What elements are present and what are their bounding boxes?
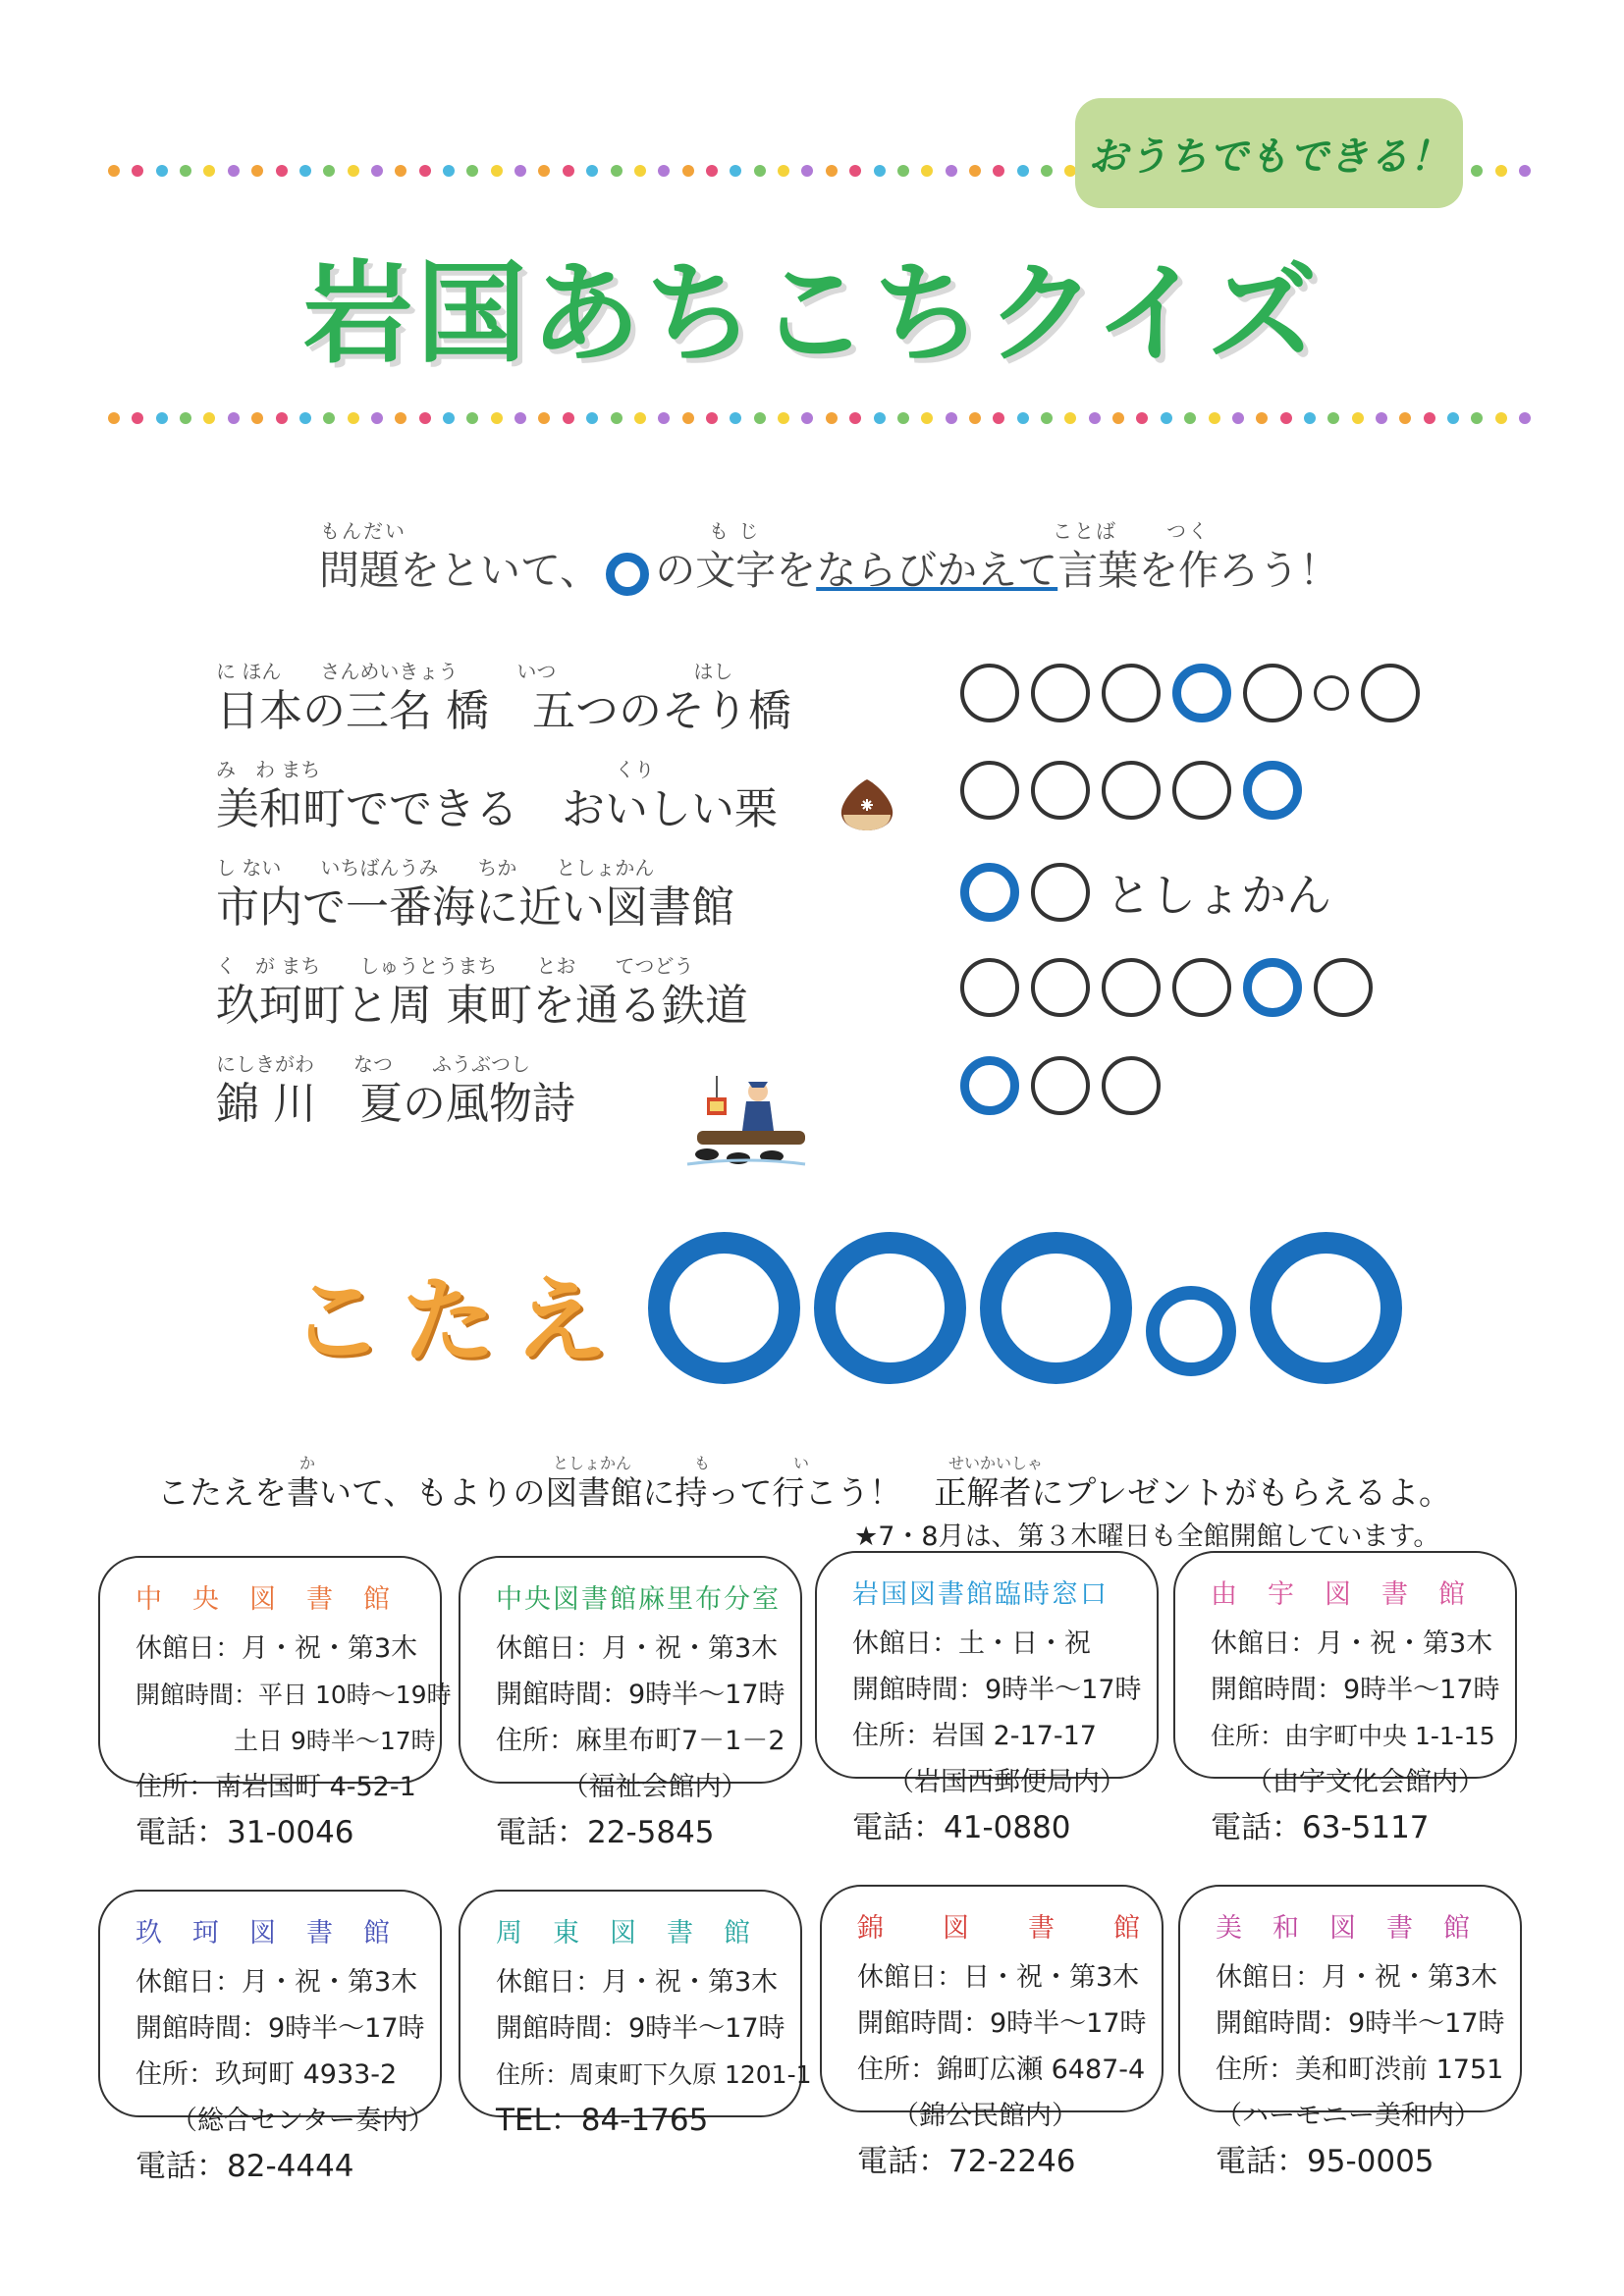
decor-dot bbox=[921, 165, 933, 177]
instruction-part1: 問題をといて、 bbox=[319, 547, 601, 594]
decor-dot bbox=[395, 412, 406, 424]
answer-circle bbox=[1172, 958, 1231, 1017]
decor-dot bbox=[1495, 165, 1507, 177]
library-card bbox=[459, 1556, 802, 1850]
cormorant-fishing-icon bbox=[677, 1062, 815, 1170]
answer-big-circle bbox=[814, 1232, 966, 1384]
decor-dot bbox=[658, 165, 670, 177]
library-hours-weekend: 土日 9時半～17時 bbox=[135, 1727, 436, 1755]
decor-dot bbox=[1471, 165, 1483, 177]
bottom-dot-border bbox=[108, 412, 1532, 428]
answer-row-3 bbox=[960, 860, 1331, 925]
decor-dot bbox=[180, 165, 191, 177]
decor-dot bbox=[921, 412, 933, 424]
library-name: 中 央 図 書 館 bbox=[135, 1584, 392, 1615]
decor-dot bbox=[1447, 412, 1459, 424]
library-hours: 開館時間：平日 10時～19時 bbox=[135, 1681, 452, 1709]
library-closed-days: 休館日：日・祝・第3木 bbox=[857, 1962, 1140, 1993]
decor-dot bbox=[706, 412, 718, 424]
instruction-part2: の文字を bbox=[655, 547, 817, 594]
decor-dot bbox=[466, 165, 478, 177]
decor-dot bbox=[849, 165, 861, 177]
library-card bbox=[459, 1890, 812, 2138]
decor-dot bbox=[1256, 412, 1268, 424]
answer-circle bbox=[1031, 761, 1090, 820]
decor-dot bbox=[1041, 412, 1053, 424]
decor-dot bbox=[1161, 412, 1172, 424]
answer-circle bbox=[1314, 958, 1373, 1017]
question-text: 市内で一番海に近い図書館 bbox=[216, 882, 734, 933]
decor-dot bbox=[276, 412, 288, 424]
library-address-note: （岩国西郵便局内） bbox=[888, 1767, 1126, 1797]
ruby-mondai: もんだい bbox=[320, 519, 406, 543]
decor-dot bbox=[1495, 412, 1507, 424]
answer-circle bbox=[1031, 863, 1090, 922]
answer-row-5 bbox=[960, 1056, 1161, 1115]
decor-dot bbox=[1017, 412, 1029, 424]
answer-circle bbox=[960, 958, 1019, 1017]
decor-dot bbox=[419, 412, 431, 424]
decor-dot bbox=[466, 412, 478, 424]
library-card bbox=[815, 1551, 1159, 1845]
decor-dot bbox=[1519, 412, 1531, 424]
answer-row-4 bbox=[960, 958, 1373, 1017]
decor-dot bbox=[491, 412, 503, 424]
answer-circle-key bbox=[1172, 664, 1231, 722]
answer-circle bbox=[1031, 958, 1090, 1017]
library-name: 錦 図 書 館 bbox=[857, 1913, 1142, 1944]
decor-dot bbox=[706, 165, 718, 177]
decor-dot bbox=[993, 412, 1004, 424]
decor-dot bbox=[299, 165, 311, 177]
library-address: 住所：南岩国町 4-52-1 bbox=[135, 1772, 416, 1802]
decor-dot bbox=[586, 165, 598, 177]
library-hours: 開館時間：9時半～17時 bbox=[496, 1680, 785, 1710]
decor-dot bbox=[538, 165, 550, 177]
library-address: 住所：周東町下久原 1201-1 bbox=[496, 2060, 812, 2089]
decor-dot bbox=[276, 165, 288, 177]
library-closed-days: 休館日：月・祝・第3木 bbox=[135, 1967, 418, 1998]
instruction-part3: ならびかえて bbox=[816, 547, 1058, 594]
decor-dot bbox=[348, 165, 359, 177]
ruby-tsuku: つく bbox=[1166, 519, 1210, 543]
decor-dot bbox=[993, 165, 1004, 177]
decor-dot bbox=[897, 165, 909, 177]
chestnut-icon bbox=[838, 775, 896, 832]
answer-circle-small bbox=[1314, 675, 1349, 711]
decor-dot bbox=[419, 165, 431, 177]
library-phone: TEL：84-1765 bbox=[496, 2103, 709, 2138]
library-address: 住所：麻里布町7－1－2 bbox=[496, 1726, 785, 1756]
answer-circle-key bbox=[1243, 958, 1302, 1017]
answer-big-circle bbox=[1250, 1232, 1402, 1384]
decor-dot bbox=[946, 165, 957, 177]
decor-dot bbox=[874, 412, 886, 424]
decor-dot bbox=[1041, 165, 1053, 177]
decor-dot bbox=[156, 165, 168, 177]
decor-dot bbox=[611, 412, 623, 424]
decor-dot bbox=[1184, 412, 1196, 424]
decor-dot bbox=[754, 412, 766, 424]
answer-circle bbox=[1102, 1056, 1161, 1115]
library-name: 由 宇 図 書 館 bbox=[1211, 1579, 1467, 1610]
decor-dot bbox=[251, 165, 263, 177]
library-card bbox=[1173, 1551, 1517, 1845]
library-address-note: （福祉会館内） bbox=[496, 1772, 748, 1802]
question-text: 日本の三名 橋 五つのそり橋 bbox=[216, 686, 791, 736]
decor-dot bbox=[180, 412, 191, 424]
decor-dot bbox=[1136, 412, 1148, 424]
answer-circle bbox=[960, 761, 1019, 820]
decor-dot bbox=[1327, 412, 1339, 424]
decor-dot bbox=[969, 412, 981, 424]
decor-dot bbox=[348, 412, 359, 424]
ruby-i: い bbox=[793, 1454, 810, 1472]
library-phone: 電話：95-0005 bbox=[1216, 2144, 1435, 2179]
question-ruby: に ほん さんめいきょう いつ はし bbox=[216, 660, 733, 683]
library-hours: 開館時間：9時半～17時 bbox=[852, 1675, 1142, 1705]
decor-dot bbox=[491, 165, 503, 177]
instruction-line bbox=[319, 538, 1339, 596]
library-closed-days: 休館日：月・祝・第3木 bbox=[1211, 1629, 1493, 1659]
bubble-text: おうちでもできる！ bbox=[1088, 133, 1450, 180]
library-phone: 電話：82-4444 bbox=[135, 2149, 354, 2184]
library-address: 住所：岩国 2-17-17 bbox=[852, 1721, 1097, 1751]
answer-row-1 bbox=[960, 664, 1420, 722]
instruction-bottom: こたえを書いて、もよりの図書館に持って行こう！ 正解者にプレゼントがもらえるよ。 bbox=[157, 1473, 1452, 1512]
decor-dot bbox=[443, 412, 455, 424]
page-title: 岩国あちこちクイズ bbox=[302, 250, 1322, 378]
question-ruby: く が まち しゅうとうまち とお てつどう bbox=[216, 954, 694, 978]
library-hours: 開館時間：9時半～17時 bbox=[1216, 2008, 1505, 2039]
answer-big-circle bbox=[980, 1232, 1132, 1384]
decor-dot bbox=[563, 412, 574, 424]
decor-dot bbox=[228, 412, 240, 424]
library-card bbox=[1178, 1885, 1522, 2179]
library-phone: 電話：72-2246 bbox=[857, 2144, 1076, 2179]
decor-dot bbox=[1280, 412, 1292, 424]
decor-dot bbox=[108, 165, 120, 177]
decor-dot bbox=[778, 165, 789, 177]
library-closed-days: 休館日：月・祝・第3木 bbox=[496, 1633, 779, 1664]
library-closed-days: 休館日：月・祝・第3木 bbox=[496, 1967, 779, 1998]
decor-dot bbox=[586, 412, 598, 424]
answer-big-circle bbox=[648, 1232, 800, 1384]
answer-row-2 bbox=[960, 761, 1302, 820]
ruby-kotoba: ことば bbox=[1053, 519, 1117, 543]
speech-bubble bbox=[1075, 98, 1463, 208]
decor-dot bbox=[1424, 412, 1435, 424]
answer-circle bbox=[1102, 761, 1161, 820]
answer-circle bbox=[1102, 664, 1161, 722]
decor-dot bbox=[801, 165, 813, 177]
decor-dot bbox=[132, 165, 143, 177]
decor-dot bbox=[443, 165, 455, 177]
question-ruby: し ない いちばんうみ ちか としょかん bbox=[216, 856, 655, 880]
decor-dot bbox=[611, 165, 623, 177]
decor-dot bbox=[730, 165, 741, 177]
library-name: 岩国図書館臨時窓口 bbox=[852, 1579, 1109, 1610]
answer-circle bbox=[1361, 664, 1420, 722]
decor-dot bbox=[778, 412, 789, 424]
decor-dot bbox=[323, 412, 335, 424]
decor-dot bbox=[1209, 412, 1220, 424]
decor-dot bbox=[514, 165, 526, 177]
question-text: 玖珂町と周 東町を通る鉄道 bbox=[216, 981, 748, 1031]
decor-dot bbox=[634, 412, 646, 424]
decor-dot bbox=[1399, 412, 1411, 424]
question-text: 錦 川 夏の風物詩 bbox=[216, 1079, 575, 1129]
decor-dot bbox=[946, 412, 957, 424]
decor-dot bbox=[371, 165, 383, 177]
decor-dot bbox=[108, 412, 120, 424]
library-address-note: （由宇文化会館内） bbox=[1246, 1767, 1485, 1797]
decor-dot bbox=[826, 412, 838, 424]
answer-circle bbox=[1243, 664, 1302, 722]
library-closed-days: 休館日：月・祝・第3木 bbox=[1216, 1962, 1498, 1993]
decor-dot bbox=[658, 412, 670, 424]
circle-icon bbox=[606, 553, 649, 596]
library-name: 玖 珂 図 書 館 bbox=[135, 1918, 392, 1949]
instruction-part4: 言葉を作ろう！ bbox=[1057, 547, 1340, 594]
decor-dot bbox=[203, 165, 215, 177]
library-address: 住所：玖珂町 4933-2 bbox=[135, 2059, 398, 2090]
library-phone: 電話：31-0046 bbox=[135, 1815, 354, 1850]
decor-dot bbox=[1232, 412, 1244, 424]
library-card bbox=[820, 1885, 1164, 2179]
decor-dot bbox=[1519, 165, 1531, 177]
decor-dot bbox=[1471, 412, 1483, 424]
decor-dot bbox=[1376, 412, 1387, 424]
answer-small-circle bbox=[1146, 1286, 1236, 1376]
library-phone: 電話：63-5117 bbox=[1211, 1810, 1430, 1845]
question-text: 美和町でできる おいしい栗 bbox=[216, 784, 778, 834]
library-phone: 電話：41-0880 bbox=[852, 1810, 1071, 1845]
decor-dot bbox=[826, 165, 838, 177]
decor-dot bbox=[849, 412, 861, 424]
decor-dot bbox=[1017, 165, 1029, 177]
library-hours: 開館時間：9時半～17時 bbox=[496, 2013, 785, 2044]
decor-dot bbox=[132, 412, 143, 424]
decor-dot bbox=[682, 412, 694, 424]
library-address: 住所：美和町渋前 1751 bbox=[1216, 2055, 1504, 2085]
answer-circle-key bbox=[1243, 761, 1302, 820]
library-address-note: （総合センター奏内） bbox=[171, 2106, 435, 2136]
question-ruby: み わ まち くり bbox=[216, 758, 655, 781]
answer-circle bbox=[1031, 1056, 1090, 1115]
decor-dot bbox=[538, 412, 550, 424]
decor-dot bbox=[1112, 412, 1124, 424]
decor-dot bbox=[323, 165, 335, 177]
library-card bbox=[98, 1890, 442, 2184]
library-closed-days: 休館日：月・祝・第3木 bbox=[135, 1633, 418, 1664]
decor-dot bbox=[1089, 412, 1101, 424]
decor-dot bbox=[634, 165, 646, 177]
library-phone: 電話：22-5845 bbox=[496, 1815, 715, 1850]
answer-label: こたえ bbox=[290, 1266, 625, 1376]
decor-dot bbox=[228, 165, 240, 177]
library-name: 中央図書館麻里布分室 bbox=[496, 1584, 781, 1615]
decor-dot bbox=[801, 412, 813, 424]
library-address-note: （錦公民館内） bbox=[893, 2101, 1078, 2131]
answer-circle-key bbox=[960, 863, 1019, 922]
library-hours: 開館時間：9時半～17時 bbox=[1211, 1675, 1500, 1705]
library-address: 住所：錦町広瀬 6487-4 bbox=[857, 2055, 1146, 2085]
library-address-note: （ハーモニー美和内） bbox=[1216, 2101, 1481, 2131]
answer-boxes bbox=[648, 1232, 1402, 1384]
library-name: 美 和 図 書 館 bbox=[1216, 1913, 1472, 1944]
decor-dot bbox=[514, 412, 526, 424]
decor-dot bbox=[897, 412, 909, 424]
decor-dot bbox=[1064, 412, 1076, 424]
answer-circle bbox=[1031, 664, 1090, 722]
library-hours: 開館時間：9時半～17時 bbox=[857, 2008, 1147, 2039]
answer-circle bbox=[1102, 958, 1161, 1017]
decor-dot bbox=[682, 165, 694, 177]
ruby-ka: か bbox=[299, 1454, 316, 1472]
decor-dot bbox=[1352, 412, 1364, 424]
decor-dot bbox=[874, 165, 886, 177]
answer-suffix: としょかん bbox=[1106, 869, 1331, 922]
decor-dot bbox=[299, 412, 311, 424]
library-name: 周 東 図 書 館 bbox=[496, 1918, 752, 1949]
ruby-moji: も じ bbox=[709, 519, 761, 543]
ruby-seikaisha: せいかいしゃ bbox=[948, 1454, 1044, 1472]
decor-dot bbox=[969, 165, 981, 177]
decor-dot bbox=[754, 165, 766, 177]
library-hours: 開館時間：9時半～17時 bbox=[135, 2013, 425, 2044]
answer-circle bbox=[960, 664, 1019, 722]
library-card bbox=[98, 1556, 452, 1850]
decor-dot bbox=[156, 412, 168, 424]
decor-dot bbox=[563, 165, 574, 177]
decor-dot bbox=[1304, 412, 1316, 424]
note-text: ★7・8月は、第３木曜日も全館開館しています。 bbox=[854, 1522, 1440, 1552]
answer-circle bbox=[1172, 761, 1231, 820]
library-address: 住所：由宇町中央 1-1-15 bbox=[1211, 1722, 1495, 1750]
decor-dot bbox=[730, 412, 741, 424]
question-ruby: にしきがわ なつ ふうぶつし bbox=[216, 1052, 530, 1076]
ruby-mo: も bbox=[694, 1454, 711, 1472]
decor-dot bbox=[371, 412, 383, 424]
decor-dot bbox=[203, 412, 215, 424]
decor-dot bbox=[251, 412, 263, 424]
ruby-toshokan: としょかん bbox=[553, 1454, 632, 1472]
answer-circle-key bbox=[960, 1056, 1019, 1115]
decor-dot bbox=[395, 165, 406, 177]
library-closed-days: 休館日：土・日・祝 bbox=[852, 1629, 1091, 1659]
